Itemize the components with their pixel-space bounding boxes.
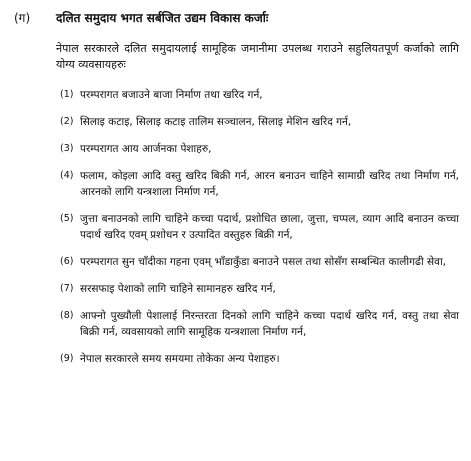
- list-item-index: (8): [60, 310, 74, 321]
- list-item: [60, 281, 459, 297]
- list-item-text: परम्परागत बजाउने बाजा निर्माण तथा खरिद गर्न,: [80, 89, 263, 101]
- list-item: [60, 351, 459, 367]
- list-item: [60, 308, 459, 340]
- list-item: [60, 141, 459, 157]
- list-item-text: नेपाल सरकारले समय समयमा तोकेका अन्य पेशाहरु।: [80, 353, 280, 365]
- section-number: (ग): [14, 11, 31, 25]
- section-heading: [14, 11, 461, 26]
- list-item-text: सरसफाइ पेशाको लागि चाहिने सामानहरु खरिद गर्न,: [80, 283, 276, 295]
- list-item: [60, 168, 459, 200]
- list-item-index: (4): [60, 170, 74, 181]
- list-item-text: परम्परागत सुन चाँदीका गहना एवम् भाँडाकुँडा बनाउने पसल तथा सोसँग सम्बन्धित कालीगढी सेवा,: [80, 256, 447, 268]
- section-title: दलित समुदाय भगत सर्बजित उद्यम विकास कर्जाः: [56, 11, 269, 25]
- list-item-text: सिलाइ कटाइ, सिलाइ कटाइ तालिम सञ्चालन, सिलाइ मेशिन खरिद गर्न,: [80, 116, 352, 128]
- list-item: [60, 87, 459, 103]
- list-item-index: (7): [60, 283, 74, 294]
- list-item: [60, 114, 459, 130]
- list-item-text: जुत्ता बनाउनको लागि चाहिने कच्चा पदार्थ, प्रशोधित छाला, जुत्ता, चप्पल, व्याग आदि बनाउन कच्चा पदार्थ खरिद एवम् प्रशोधन र उत्पादित वस्तुहरु बिक्री गर्न,: [80, 213, 459, 241]
- list-item-text: परम्परागत आय आर्जनका पेशाहरु,: [80, 143, 212, 155]
- list-item: [60, 211, 459, 243]
- list-item-index: (6): [60, 256, 74, 267]
- list-item: [60, 254, 459, 270]
- list-item-index: (2): [60, 116, 74, 127]
- list-item-index: (1): [60, 89, 74, 100]
- list-item-index: (3): [60, 143, 74, 154]
- list-item-index: (9): [60, 353, 74, 364]
- intro-paragraph: नेपाल सरकारले दलित समुदायलाई सामूहिक जमानीमा उपलब्ध गराउने सहुलियतपूर्ण कर्जाको लागि योग्य व्यवसायहरुः: [56, 42, 459, 71]
- list-item-text: फलाम, कोइला आदि वस्तु खरिद बिक्री गर्न, आरन बनाउन चाहिने सामाग्री खरिद तथा निर्माण गर्न, आरनको लागि यन्त्रशाला निर्माण गर्न,: [80, 170, 459, 198]
- list-item-text: आफ्नो पुख्यौली पेशालाई निरन्तरता दिनको लागि चाहिने कच्चा पदार्थ खरिद गर्न, वस्तु तथा सेवा बिक्री गर्न, व्यवसायको लागि सामूहिक यन्त्रशाला निर्माण गर्न,: [80, 310, 459, 338]
- eligible-business-list: [60, 87, 459, 367]
- list-item-index: (5): [60, 213, 74, 224]
